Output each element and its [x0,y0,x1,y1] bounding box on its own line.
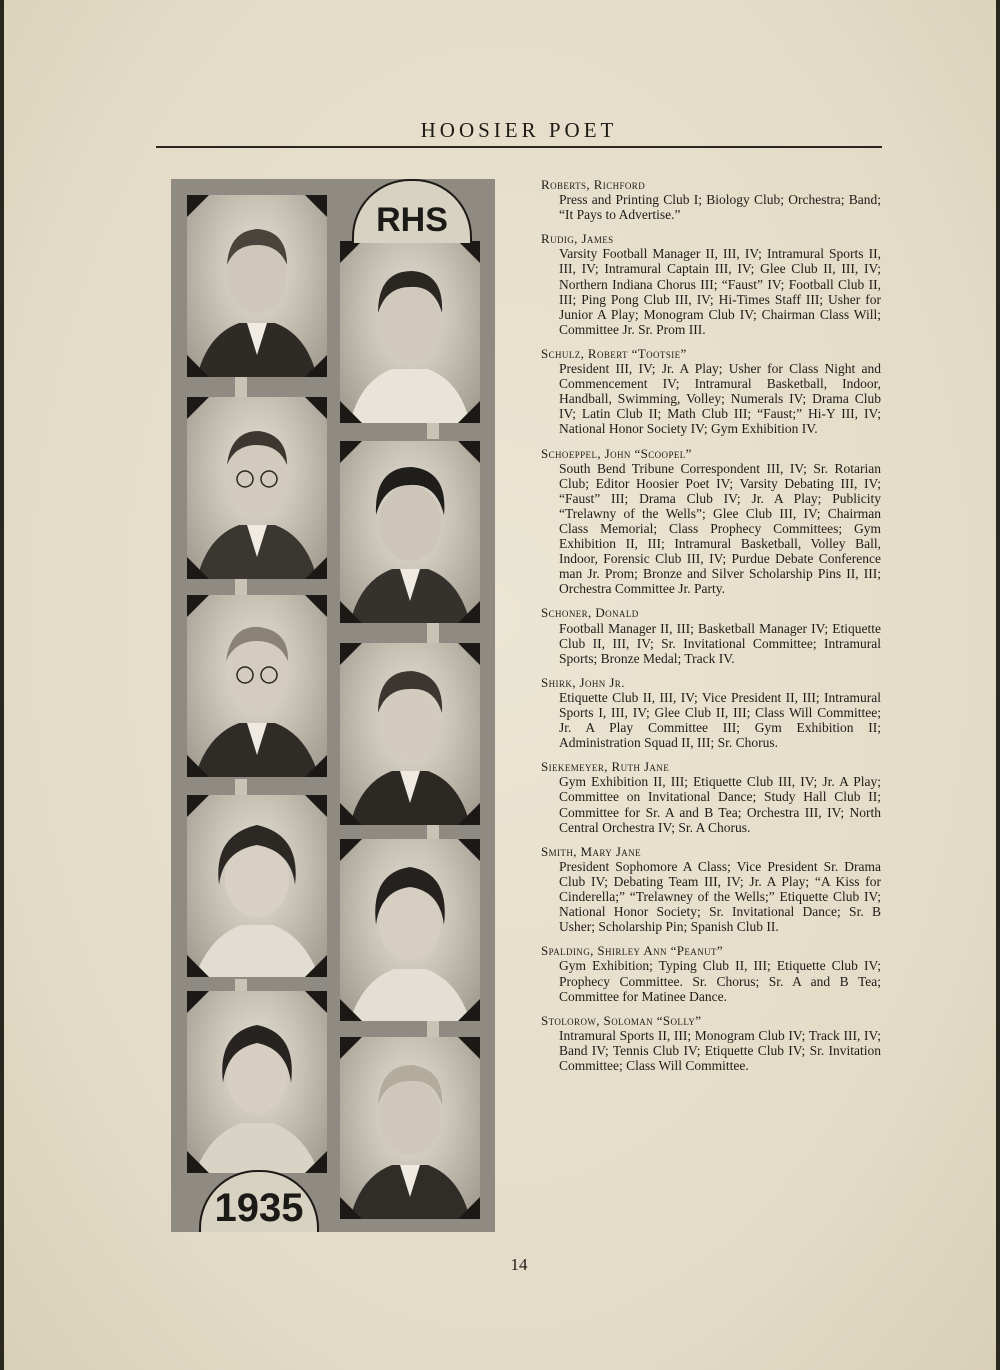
photo-panel [171,179,495,1232]
portrait-photo [340,839,480,1021]
entry-name: Schulz, Robert “Tootsie” [541,345,687,361]
entry [541,943,881,1003]
entry [541,446,881,597]
entry-activities: President III, IV; Jr. A Play; Usher for Class Night and Commencement IV; Intramural Basketball, Indoor, Handball, Swimming, Volley; Numerals IV; Drama Club IV; Latin Club II; Math Club III; “Faust;” Hi-Y III, IV; National Honor Society IV; Gym Exhibition IV. [559,361,881,437]
entry-activities: Etiquette Club II, III, IV; Vice President II, III; Intramural Sports I, III, IV; Glee Club II, III; Class Will Committee; Jr. A Play Committee III; Gym Exhibition II; Administration Squad II, III; Sr. Chorus. [559,689,881,751]
header-rule [156,146,882,148]
entry-activities: Press and Printing Club I; Biology Club; Orchestra; Band; “It Pays to Advertise.” [559,192,881,223]
page-number: 14 [510,1255,528,1274]
running-head: HOOSIER POET [420,118,618,142]
portrait-photo [340,1037,480,1219]
portrait-silhouette-icon [187,795,327,977]
entry-name: Schoeppel, John “Scoopel” [541,445,692,461]
entry-name: Siekemeyer, Ruth Jane [541,759,670,775]
portrait-silhouette-icon [340,839,480,1021]
portrait-silhouette-icon [187,397,327,579]
entry-activities: Gym Exhibition; Typing Club II, III; Etiquette Club IV; Prophecy Committee. Sr. Chorus; Sr. A and B Tea; Committee for Matinee Dance. [559,958,881,1004]
entry-name: Schoner, Donald [541,605,639,621]
entry-name: Smith, Mary Jane [541,843,641,859]
portrait-silhouette-icon [340,1037,480,1219]
entry-name: Shirk, John Jr. [541,674,625,690]
portrait-silhouette-icon [340,241,480,423]
portrait-photo [187,195,327,377]
entry-activities: South Bend Tribune Correspondent III, IV; Sr. Rotarian Club; Editor Hoosier Poet IV; Varsity Debating III, IV; “Faust” III; Drama Club IV; Jr. A Play; Publicity “Trelawny of the Wells”; Glee Club III, IV; Chairman Class Memorial; Class Prophecy Committees; Gym Exhibition II, III; Intramural Basketball, Volley Ball, Indoor, Forensic Club III, IV; Purdue Debate Conference man Jr. Prom; Bronze and Silver Scholarship Pins II, III; Orchestra Committee Jr. Party. [559,460,881,597]
senior-entries [541,177,881,1082]
entry [541,605,881,665]
portrait-photo [340,241,480,423]
portrait-silhouette-icon [340,643,480,825]
entry-activities: Varsity Football Manager II, III, IV; Intramural Sports II, III, IV; Intramural Captain III, IV; Glee Club II, III, IV; Northern Indiana Chorus III; “Faust” IV; Football Club II, III; Ping Pong Club III, IV; Hi-Times Staff III; Usher for Junior A Play; Monogram Club IV; Chairman Class Will; Committee Jr. Sr. Prom III. [559,246,881,337]
portrait-photo [187,991,327,1173]
portrait-photo [187,595,327,777]
entry-activities: Football Manager II, III; Basketball Manager IV; Etiquette Club II, III, IV; Sr. Invitational Committee; Intramural Sports; Bronze Medal; Track IV. [559,620,881,666]
entry-activities: President Sophomore A Class; Vice President Sr. Drama Club IV; Debating Team III, IV; Jr. A Play; “A Kiss for Cinderella;” “Trelawney of the Wells;” Etiquette Club IV; National Honor Society; Sr. Invitational Dance; Sr. B Usher; Scholarship Pin; Spanish Club II. [559,858,881,935]
portrait-photo [187,795,327,977]
portrait-silhouette-icon [187,195,327,377]
entry [541,346,881,437]
entry-name: Roberts, Richford [541,177,646,192]
portrait-silhouette-icon [187,595,327,777]
year-badge-text: 1935 [214,1186,304,1230]
portrait-silhouette-icon [340,441,480,623]
entry-name: Spalding, Shirley Ann “Peanut” [541,943,724,959]
yearbook-page [4,0,996,1370]
entry-activities: Gym Exhibition II, III; Etiquette Club III, IV; Jr. A Play; Committee on Invitational Dance; Study Hall Club II; Committee for Sr. A and B Tea; Orchestra III, IV; North Central Orchestra IV; Sr. A Chorus. [559,774,881,835]
portrait-photo [340,643,480,825]
year-badge [199,1170,319,1232]
rhs-badge [352,179,472,243]
portrait-photo [187,397,327,579]
entry [541,844,881,935]
entry [541,759,881,834]
portrait-photo [340,441,480,623]
entry [541,675,881,750]
entry-name: Rudig, James [541,231,614,247]
rhs-badge-text: RHS [376,201,448,239]
entry [541,1013,881,1073]
entry-name: Stolorow, Soloman “Solly” [541,1012,702,1028]
portrait-silhouette-icon [187,991,327,1173]
entry [541,231,881,337]
entry [541,177,881,222]
entry-activities: Intramural Sports II, III; Monogram Club IV; Track III, IV; Band IV; Tennis Club IV; Etiquette Club IV; Sr. Invitation Committee; Class Will Committee. [559,1027,881,1073]
